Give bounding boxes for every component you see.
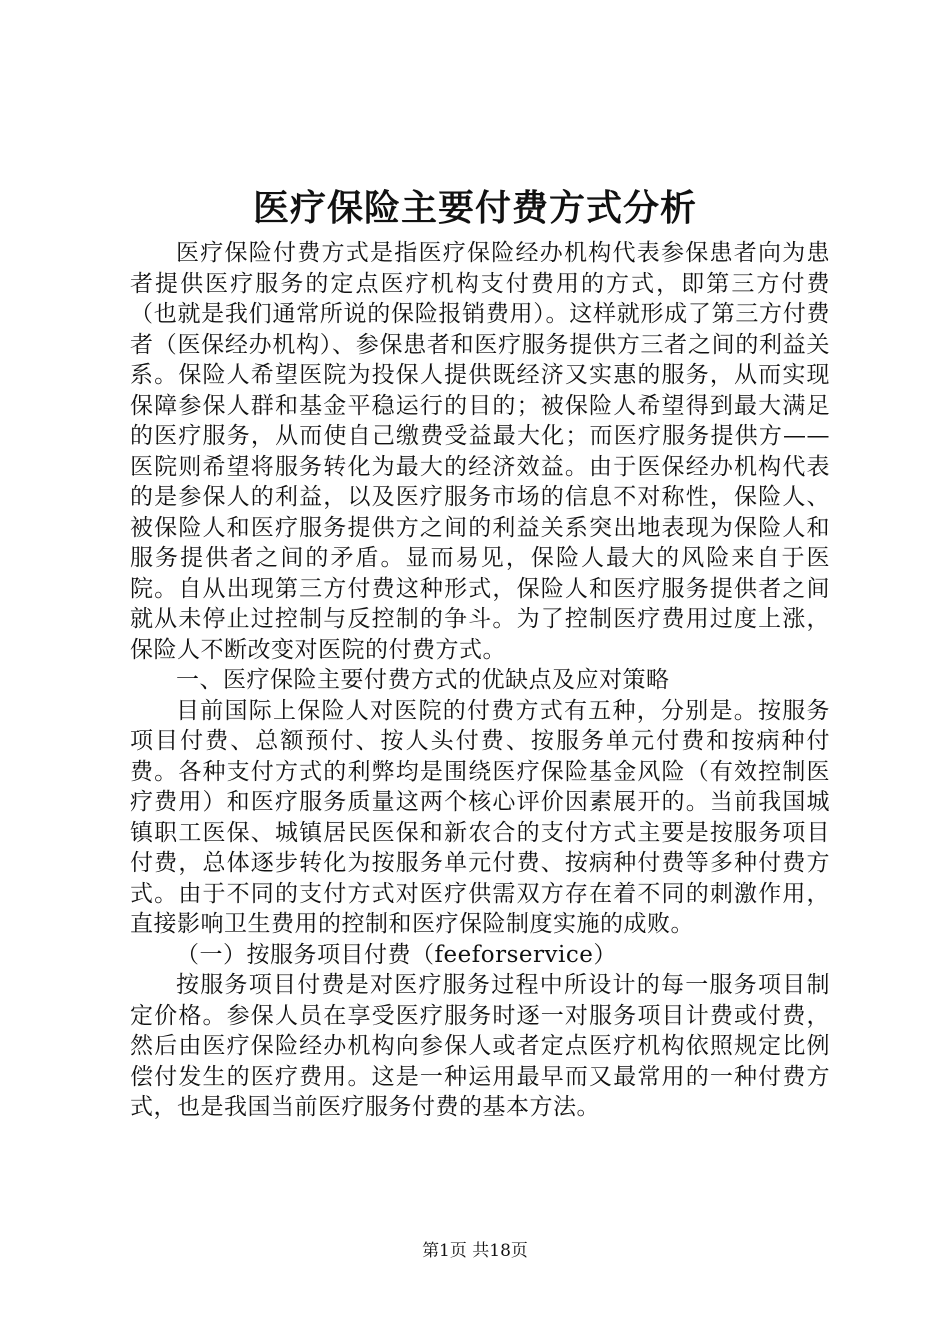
document-title: 医疗保险主要付费方式分析 bbox=[252, 187, 697, 229]
section-heading-1: 一、医疗保险主要付费方式的优缺点及应对策略 bbox=[176, 667, 670, 693]
page-footer: 第1页 共18页 bbox=[422, 1241, 528, 1261]
section-1-paragraph: 目前国际上保险人对医院的付费方式有五种，分别是。按服务项目付费、总额预付、按人头付费、按服务单元付费和按病种付费。各种支付方式的利弊均是围绕医疗保险基金风险（有效控制医疗费用）和医疗服务质量这两个核心评价因素展开的。当前我国城镇职工医保、城镇居民医保和新农合的支付方式主要是按服务项目付费，总体逐步转化为按服务单元付费、按病种付费等多种付费方式。由于不同的支付方式对医疗供需双方存在着不同的刺激作用，直接影响卫生费用的控制和医疗保险制度实施的成败。 bbox=[130, 697, 830, 937]
intro-paragraph: 医疗保险付费方式是指医疗保险经办机构代表参保患者向为患者提供医疗服务的定点医疗机构支付费用的方式，即第三方付费（也就是我们通常所说的保险报销费用）。这样就形成了第三方付费者（医保经办机构）、参保患者和医疗服务提供方三者之间的利益关系。保险人希望医院为投保人提供既经济又实惠的服务，从而实现保障参保人群和基金平稳运行的目的；被保险人希望得到最大满足的医疗服务，从而使自己缴费受益最大化；而医疗服务提供方——医院则希望将服务转化为最大的经济效益。由于医保经办机构代表的是参保人的利益，以及医疗服务市场的信息不对称性，保险人、被保险人和医疗服务提供方之间的利益关系突出地表现为保险人和服务提供者之间的矛盾。显而易见，保险人最大的风险来自于医院。自从出现第三方付费这种形式，保险人和医疗服务提供者之间就从未停止过控制与反控制的争斗。为了控制医疗费用过度上涨，保险人不断改变对医院的付费方式。 bbox=[130, 240, 830, 663]
document-body bbox=[130, 238, 830, 1123]
subsection-heading-1: （一）按服务项目付费（feeforservice） bbox=[176, 941, 617, 968]
subsection-1-paragraph: 按服务项目付费是对医疗服务过程中所设计的每一服务项目制定价格。参保人员在享受医疗服务时逐一对服务项目计费或付费，然后由医疗保险经办机构向参保人或者定点医疗机构依照规定比例偿付发生的医疗费用。这是一种运用最早而又最常用的一种付费方式，也是我国当前医疗服务付费的基本方法。 bbox=[130, 972, 830, 1120]
